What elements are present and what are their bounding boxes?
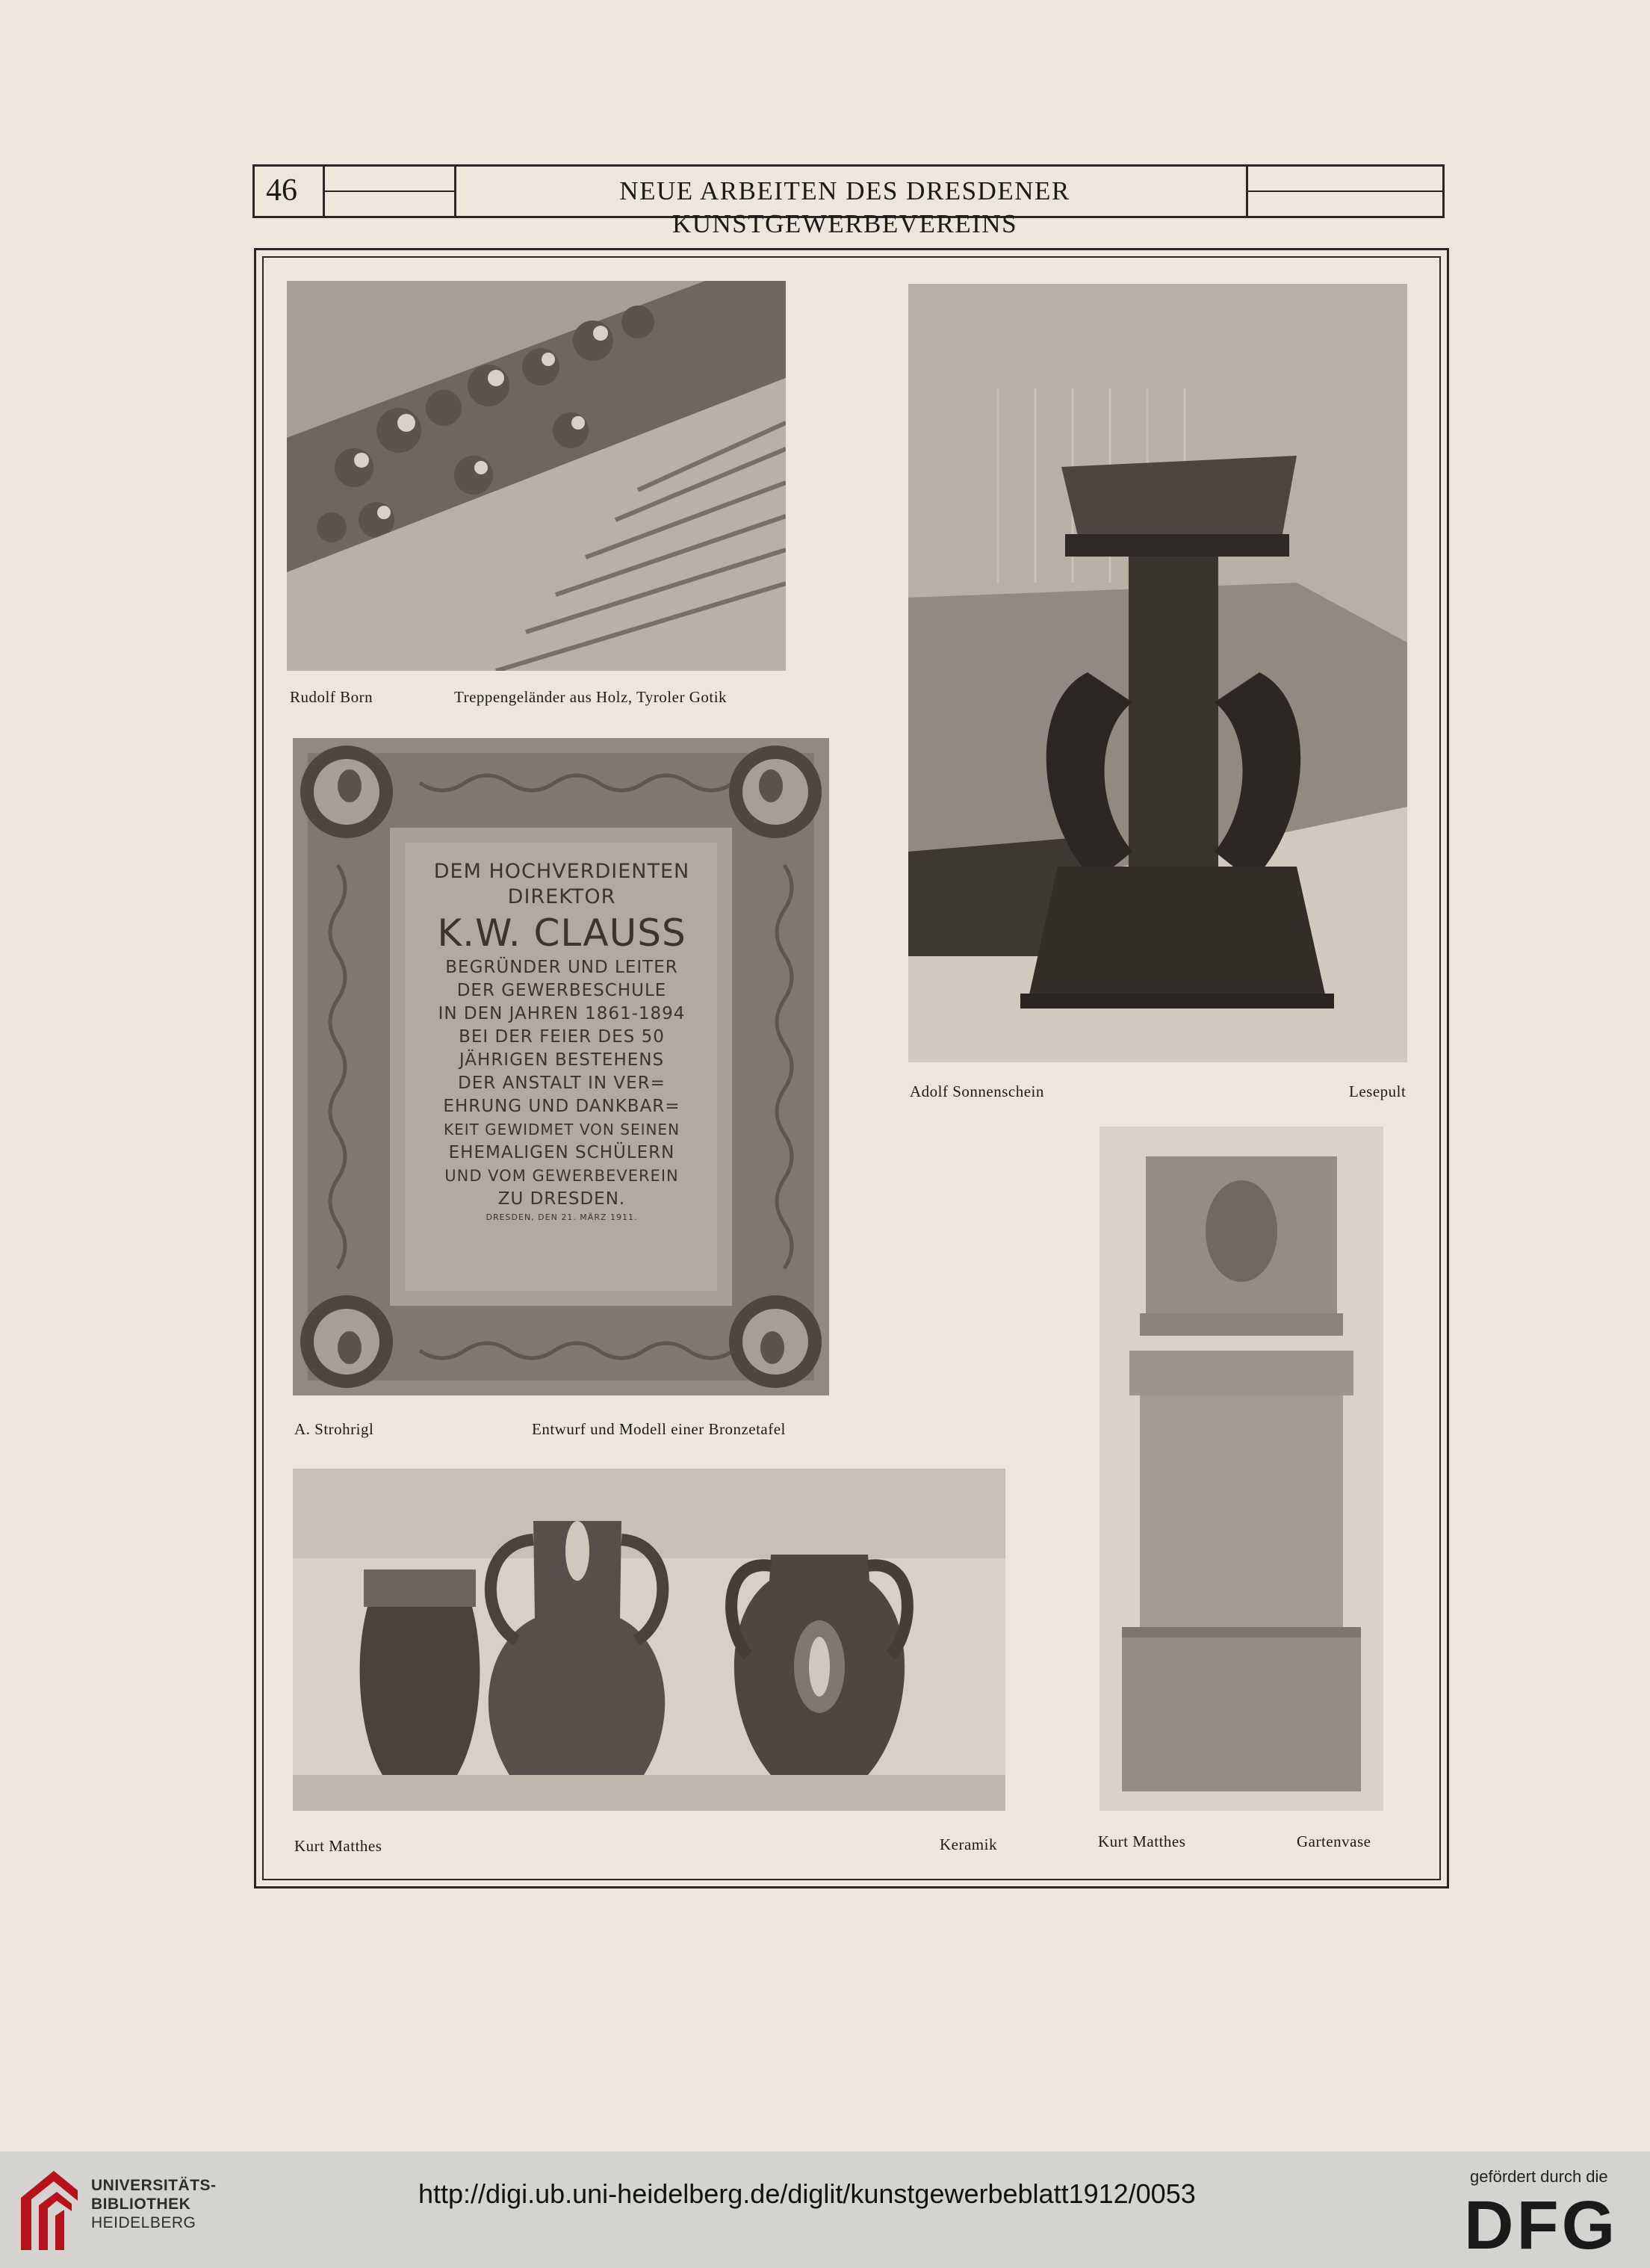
plaque-line: BEI DER FEIER DES 50 — [459, 1027, 665, 1047]
photo-lectern — [908, 284, 1407, 1062]
caption-artist: Adolf Sonnenschein — [910, 1082, 1044, 1100]
caption-title: Keramik — [940, 1835, 997, 1853]
caption-title: Gartenvase — [1297, 1832, 1371, 1850]
header-ornament-rule — [325, 190, 454, 192]
plaque-line: DER GEWERBESCHULE — [456, 981, 667, 1000]
plaque-line: KEIT GEWIDMET VON SEINEN — [443, 1121, 680, 1138]
caption-artist: A. Strohrigl — [294, 1420, 374, 1438]
photo-ceramics — [293, 1469, 1005, 1811]
caption-artist: Kurt Matthes — [294, 1837, 382, 1855]
dfg-logo — [1464, 2193, 1628, 2255]
plaque-line: ZU DRESDEN. — [497, 1189, 626, 1209]
header-top-rule — [252, 164, 1445, 167]
library-line: UNIVERSITÄTS- — [91, 2177, 217, 2194]
plaque-line: JÄHRIGEN BESTEHENS — [459, 1050, 665, 1070]
plaque-line: DEM HOCHVERDIENTEN — [433, 860, 690, 883]
plaque-line: IN DEN JAHREN 1861-1894 — [438, 1004, 686, 1023]
dfg-logo-text: DFG — [1464, 2193, 1619, 2255]
running-title: NEUE ARBEITEN DES DRESDENER KUNSTGEWERBEVEREINS — [619, 176, 1070, 238]
plaque-line: EHRUNG UND DANKBAR= — [443, 1097, 680, 1116]
caption-title: Lesepult — [1349, 1082, 1406, 1100]
funded-by-label: gefördert durch die — [1470, 2167, 1608, 2186]
header-ornament-rule — [1248, 190, 1442, 192]
library-line: HEIDELBERG — [91, 2214, 196, 2231]
plaque-line: DRESDEN, DEN 21. MÄRZ 1911. — [486, 1212, 638, 1222]
page-number: 46 — [266, 173, 297, 208]
caption-title: Treppengeländer aus Holz, Tyroler Gotik — [454, 688, 728, 706]
caption-artist: Rudolf Born — [290, 688, 373, 706]
header-divider — [1442, 164, 1445, 218]
plaque-line: BEGRÜNDER UND LEITER — [445, 958, 678, 977]
university-library-logo — [18, 2168, 81, 2253]
running-header — [252, 164, 1445, 238]
library-name — [91, 2176, 217, 2232]
photo-staircase-railing — [287, 281, 786, 671]
plaque-line: UND VOM GEWERBEVEREIN — [444, 1167, 679, 1185]
caption-title: Entwurf und Modell einer Bronzetafel — [532, 1420, 786, 1438]
library-line: BIBLIOTHEK — [91, 2196, 191, 2213]
photo-garden-vase — [1100, 1127, 1383, 1811]
caption-artist: Kurt Matthes — [1098, 1832, 1186, 1850]
plaque-line: DER ANSTALT IN VER= — [458, 1073, 666, 1093]
permalink-url[interactable]: http://digi.ub.uni-heidelberg.de/diglit/kunstgewerbeblatt1912/0053 — [418, 2178, 1196, 2209]
plaque-line: K.W. CLAUSS — [437, 911, 686, 955]
plaque-inscription — [403, 859, 720, 1224]
plaque-line: DIREKTOR — [507, 885, 616, 908]
plaque-line: EHEMALIGEN SCHÜLERN — [448, 1143, 675, 1162]
header-divider — [252, 164, 255, 218]
